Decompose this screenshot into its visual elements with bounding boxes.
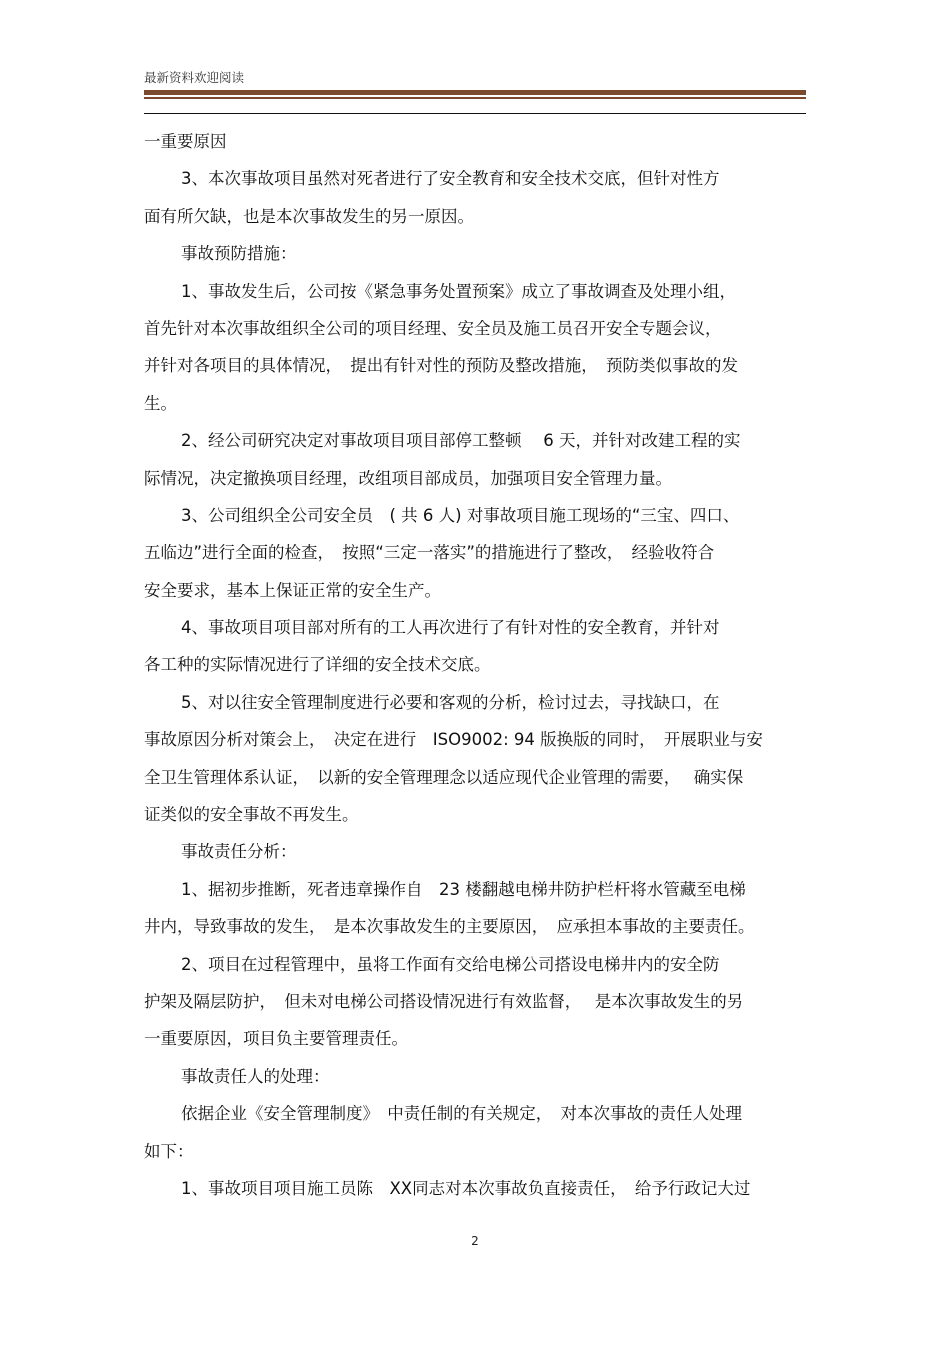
header-rule-thin: [144, 97, 806, 99]
text-line: 全卫生管理体系认证， 以新的安全管理理念以适应现代企业管理的需要， 确实保: [144, 767, 744, 787]
section-heading: 事故责任人的处理：: [181, 1066, 330, 1086]
text-line: 一重要原因，项目负主要管理责任。: [144, 1029, 408, 1049]
text-line: 1、事故发生后，公司按《紧急事务处置预案》成立了事故调查及处理小组，: [181, 281, 736, 301]
text-line: 2、项目在过程管理中，虽将工作面有交给电梯公司搭设电梯井内的安全防: [181, 954, 720, 974]
text-line: 安全要求，基本上保证正常的安全生产。: [144, 580, 441, 600]
document-body: [144, 123, 806, 1207]
text-line: 1、事故项目项目施工员陈 XX同志对本次事故负直接责任， 给予行政记大过: [181, 1178, 751, 1198]
text-line: 事故原因分析对策会上， 决定在进行 ISO9002: 94 版换版的同时， 开展职业与安: [144, 730, 763, 750]
text-line: 3、本次事故项目虽然对死者进行了安全教育和安全技术交底，但针对性方: [181, 169, 720, 189]
text-line: 依据企业《安全管理制度》 中责任制的有关规定， 对本次事故的责任人处理: [181, 1104, 742, 1124]
text-line: 并针对各项目的具体情况， 提出有针对性的预防及整改措施， 预防类似事故的发: [144, 356, 738, 376]
running-header: 最新资料欢迎阅读: [144, 70, 245, 85]
text-line: 3、公司组织全公司安全员 ( 共 6 人) 对事故项目施工现场的“三宝、四口、: [181, 505, 740, 525]
text-line: 2、经公司研究决定对事故项目项目部停工整顿 6 天，并针对改建工程的实: [181, 431, 741, 451]
text-line: 证类似的安全事故不再发生。: [144, 805, 359, 825]
text-line: 一重要原因: [144, 132, 227, 151]
text-line: 五临边”进行全面的检查， 按照“三定一落实”的措施进行了整改， 经验收符合: [144, 543, 715, 563]
section-heading: 事故预防措施：: [181, 244, 297, 264]
page-number: 2: [471, 1234, 479, 1248]
text-line: 井内，导致事故的发生， 是本次事故发生的主要原因， 应承担本事故的主要责任。: [144, 917, 755, 937]
text-line: 际情况，决定撤换项目经理，改组项目部成员，加强项目安全管理力量。: [144, 468, 672, 488]
content-top-rule: [144, 113, 806, 114]
header-rule-thick: [144, 90, 806, 95]
text-line: 1、据初步推断，死者违章操作自 23 楼翻越电梯井防护栏杆将水管藏至电梯: [181, 879, 746, 899]
text-line: 护架及隔层防护， 但未对电梯公司搭设情况进行有效监督， 是本次事故发生的另: [144, 991, 744, 1011]
text-line: 5、对以往安全管理制度进行必要和客观的分析，检讨过去，寻找缺口，在: [181, 692, 720, 712]
text-line: 如下：: [144, 1141, 194, 1161]
text-line: 面有所欠缺，也是本次事故发生的另一原因。: [144, 206, 474, 226]
section-heading: 事故责任分析：: [181, 842, 297, 862]
text-line: 4、事故项目项目部对所有的工人再次进行了有针对性的安全教育，并针对: [181, 618, 720, 638]
text-line: 生。: [144, 393, 177, 413]
text-line: 首先针对本次事故组织全公司的项目经理、安全员及施工员召开安全专题会议，: [144, 318, 722, 338]
text-line: 各工种的实际情况进行了详细的安全技术交底。: [144, 655, 491, 675]
